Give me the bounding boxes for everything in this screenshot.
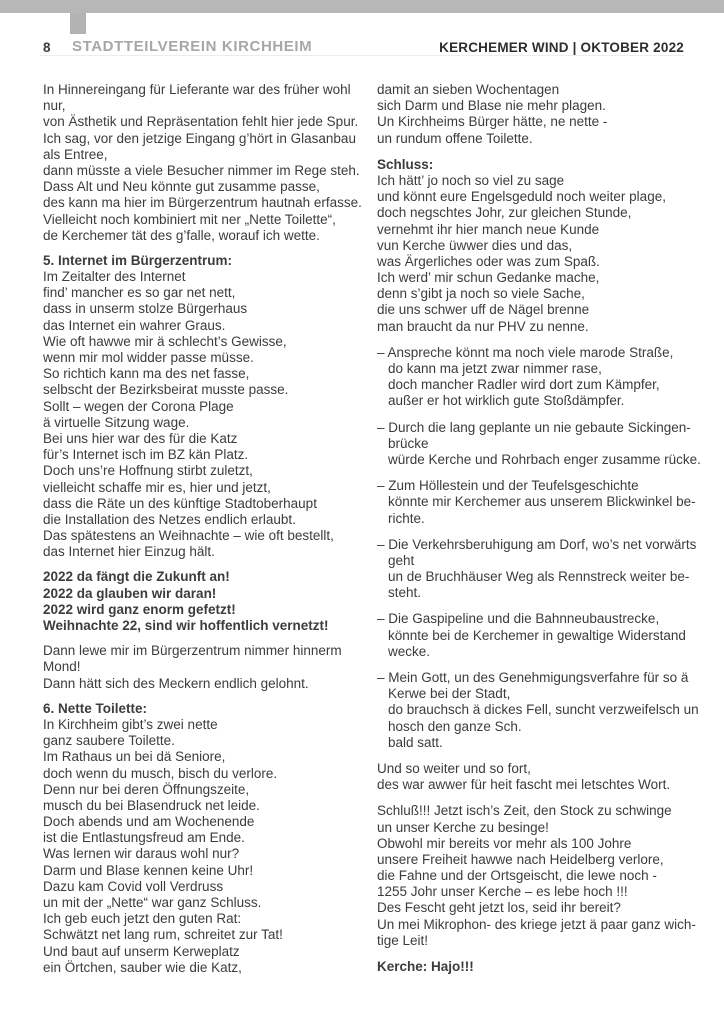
text-line: doch negschtes Johr, zur gleichen Stunde, (377, 205, 632, 221)
text-line: find’ mancher es so gar net nett, (43, 285, 236, 301)
text-line: für’s Internet isch im BZ kän Platz. (43, 447, 249, 463)
text-line: brücke (388, 435, 429, 451)
bullet-item (377, 537, 707, 602)
text-line: Schwätzt net lang rum, schreitet zur Tat! (43, 927, 283, 943)
text-line: – Zum Höllestein und der Teufelsgeschichte (377, 478, 639, 494)
text-line: – Anspreche könnt ma noch viele marode Straße, (377, 344, 674, 360)
text-line: – Die Gaspipeline und die Bahnneubaustrecke, (377, 611, 660, 627)
text-line: wecke. (388, 643, 431, 659)
text-line: ist die Entlastungsfreud am Ende. (43, 830, 245, 846)
text-line: Sollt – wegen der Corona Plage (43, 398, 234, 414)
stanza (377, 803, 707, 949)
text-line: das Internet ein wahrer Graus. (43, 317, 226, 333)
text-line: Kerwe bei der Stadt, (388, 686, 511, 702)
text-line: doch wenn du musch, bisch du verlore. (43, 765, 278, 781)
text-line: Dann lewe mir im Bürgerzentrum nimmer hinnerm (43, 643, 342, 659)
right-text-column (377, 82, 707, 975)
stanza (43, 717, 373, 976)
text-line: Und so weiter und so fort, (377, 760, 531, 776)
text-line: Bei uns hier war des für die Katz (43, 430, 238, 446)
header-rule (40, 55, 684, 56)
text-line: die Fahne und der Ortsgeischt, die lewe noch - (377, 868, 657, 884)
text-line: Ich sag, vor den jetzige Eingang g’hört in Glasanbau (43, 130, 356, 146)
text-line: ä virtuelle Sitzung wage. (43, 414, 190, 430)
text-line: damit an sieben Wochentagen (377, 82, 560, 97)
text-line: Vielleicht noch kombiniert mit ner „Nette Toilette“, (43, 211, 336, 227)
text-line: – Durch die lang geplante un nie gebaute Sickingen- (377, 419, 691, 435)
stanza (377, 82, 707, 147)
stanza (377, 173, 707, 335)
text-line: Doch uns’re Hoffnung stirbt zuletzt, (43, 463, 253, 479)
stanza (43, 569, 373, 634)
text-line: selbscht der Bezirksbeirat musste passe. (43, 382, 289, 398)
text-line: unsere Freiheit hawwe nach Heidelberg verlore, (377, 851, 664, 867)
text-line: Darm und Blase kennen keine Uhr! (43, 862, 254, 878)
section-heading: 6. Nette Toilette: (43, 700, 148, 716)
text-line: Im Rathaus un bei dä Seniore, (43, 749, 226, 765)
text-line: vun Kerche üwwer dies und das, (377, 237, 573, 253)
text-line: Dann hätt sich des Meckern endlich gelohnt. (43, 675, 309, 691)
text-line: die Installation des Netzes endlich erlaubt. (43, 511, 296, 527)
text-line: dann müsste a viele Besucher nimmer im Rege steh. (43, 162, 360, 178)
text-line: Dass Alt und Neu könnte gut zusamme passe, (43, 179, 320, 195)
text-line: denn s’gibt ja noch so viele Sache, (377, 286, 585, 302)
text-line: de Kerchemer tät des g’falle, worauf ich wette. (43, 227, 320, 243)
text-line: 2022 da glauben wir daran! (43, 585, 217, 601)
text-line: Ich geb euch jetzt den guten Rat: (43, 911, 242, 927)
text-line: die uns schwer uff de Nägel brenne (377, 302, 590, 318)
text-line: Des Fescht geht jetzt los, seid ihr bereit? (377, 900, 621, 916)
text-line: ganz saubere Toilette. (43, 733, 175, 749)
text-line: ein Örtchen, sauber wie die Katz, (43, 959, 242, 975)
text-line: vernehmt ihr hier manch neue Kunde (377, 221, 600, 237)
text-line: als Entree, (43, 146, 108, 162)
text-line: des war awwer für heit fascht mei letschtes Wort. (377, 777, 671, 793)
text-line: und könnt eure Engelsgeduld noch weiter plage, (377, 189, 666, 205)
bullet-item (377, 420, 707, 469)
text-line: Un Kirchheims Bürger hätte, ne nette - (377, 114, 608, 130)
text-line: tige Leit! (377, 932, 429, 948)
text-line: von Ästhetik und Repräsentation fehlt hier jede Spur. (43, 114, 359, 130)
header-tab-marker (70, 13, 86, 34)
bullet-item (377, 345, 707, 410)
top-strip-decoration (0, 0, 724, 13)
text-line: Doch abends und am Wochenende (43, 814, 255, 830)
text-line: do kann ma jetzt zwar nimmer rase, (388, 361, 602, 376)
text-line: un de Bruchhäuser Weg als Rennstreck weiter be- (388, 569, 690, 585)
text-line: des kann ma hier im Bürgerzentrum hautnah erfasse. (43, 195, 362, 211)
text-line: außer er hot wirklich gute Stoßdämpfer. (388, 393, 625, 409)
bullet-item (377, 478, 707, 527)
stanza (43, 269, 373, 560)
text-line: hosch den ganze Sch. (388, 718, 522, 734)
text-line: geht (388, 552, 415, 568)
text-line: Un mei Mikrophon- des kriege jetzt ä paar ganz wich- (377, 916, 696, 932)
section-heading: 5. Internet im Bürgerzentrum: (43, 252, 233, 268)
text-line: do brauchsch ä dickes Fell, suncht verzweifelsch un (388, 702, 699, 718)
issue-title: KERCHEMER WIND | OKTOBER 2022 (439, 40, 684, 55)
stanza (43, 643, 373, 692)
text-line: vielleicht schaffe mir es, hier und jetzt, (43, 479, 271, 495)
text-line: un unser Kerche zu besinge! (377, 819, 549, 835)
text-line: Das spätestens an Weihnachte – wie oft bestellt, (43, 528, 334, 544)
text-line: bald satt. (388, 734, 443, 750)
text-line: Schluß!!! Jetzt isch’s Zeit, den Stock zu schwinge (377, 803, 672, 819)
text-line: was Ärgerliches oder was zum Spaß. (377, 253, 600, 269)
text-line: doch mancher Radler wird dort zum Kämpfer, (388, 377, 660, 393)
text-line: Im Zeitalter des Internet (43, 269, 186, 285)
text-line: Was lernen wir daraus wohl nur? (43, 846, 240, 862)
text-line: 2022 wird ganz enorm gefetzt! (43, 601, 236, 617)
text-line: wenn mir mol widder passe müsse. (43, 350, 254, 365)
text-line: Weihnachte 22, sind wir hoffentlich vernetzt! (43, 618, 329, 633)
text-line: Wie oft hawwe mir ä schlecht’s Gewisse, (43, 333, 287, 349)
text-line: Obwohl mir bereits vor mehr als 100 Johre (377, 835, 632, 851)
text-line: dass die Räte un des künftige Stadtoberhaupt (43, 495, 317, 511)
text-line: In Hinnereingang für Lieferante war des früher wohl (43, 82, 351, 97)
text-line: sich Darm und Blase nie mehr plagen. (377, 98, 606, 114)
section-heading: Kerche: Hajo!!! (377, 959, 474, 974)
text-line: steht. (388, 585, 422, 601)
stanza (377, 761, 707, 793)
text-line: 1255 Johr unser Kerche – es lebe hoch !!! (377, 884, 628, 900)
text-line: – Mein Gott, un des Genehmigungsverfahre für so ä (377, 670, 689, 685)
text-line: un rundum offene Toilette. (377, 130, 533, 146)
text-line: könnte bei de Kerchemer in gewaltige Widerstand (388, 627, 686, 643)
section-heading: Schluss: (377, 156, 434, 172)
text-line: Dazu kam Covid voll Verdruss (43, 878, 224, 894)
text-line: musch du bei Blasendruck net leide. (43, 797, 260, 813)
text-line: 2022 da fängt die Zukunft an! (43, 569, 230, 585)
page-number: 8 (43, 40, 51, 55)
text-line: Mond! (43, 659, 81, 675)
text-line: In Kirchheim gibt’s zwei nette (43, 716, 218, 732)
left-text-column (43, 82, 373, 985)
bullet-item (377, 670, 707, 751)
text-line: dass in unserm stolze Bürgerhaus (43, 301, 248, 317)
text-line: richte. (388, 510, 425, 526)
text-line: un mit der „Nette“ war ganz Schluss. (43, 895, 262, 910)
text-line: Ich hätt’ jo noch so viel zu sage (377, 172, 565, 188)
section-title: STADTTEILVEREIN KIRCHHEIM (72, 38, 313, 55)
text-line: – Die Verkehrsberuhigung am Dorf, wo’s net vorwärts (377, 536, 697, 552)
text-line: Ich werd’ mir schun Gedanke mache, (377, 270, 600, 286)
text-line: das Internet hier Einzug hält. (43, 544, 215, 560)
bullet-item (377, 611, 707, 660)
text-line: Denn nur bei deren Öffnungszeite, (43, 781, 250, 797)
text-line: man braucht da nur PHV zu nenne. (377, 318, 589, 334)
text-line: Und baut auf unserm Kerweplatz (43, 943, 240, 959)
text-line: nur, (43, 98, 66, 114)
text-line: würde Kerche und Rohrbach enger zusamme rücke. (388, 451, 701, 467)
text-line: könnte mir Kerchemer aus unserem Blickwinkel be- (388, 494, 696, 510)
stanza (43, 82, 373, 244)
text-line: So richtich kann ma des net fasse, (43, 366, 250, 382)
